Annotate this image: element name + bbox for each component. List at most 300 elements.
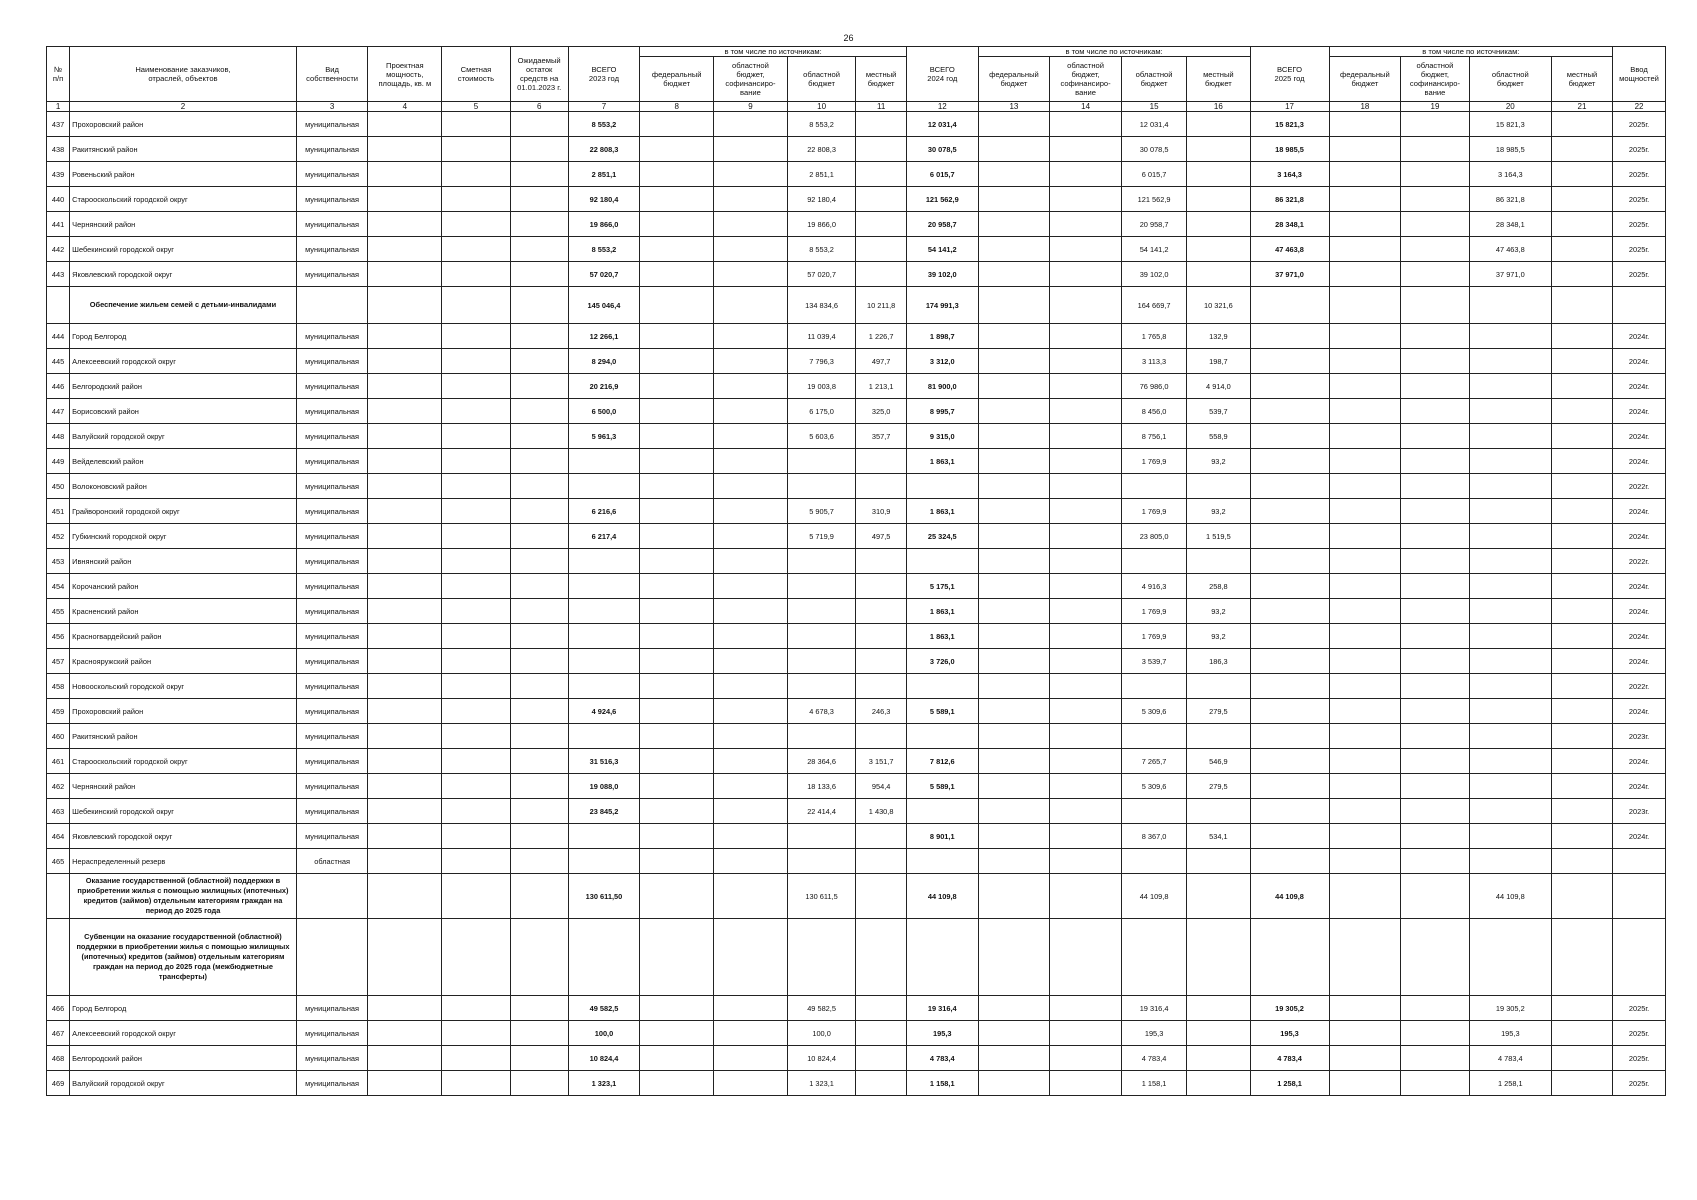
total-2024-cell: 1 863,1 [906,599,978,624]
regional-cofin-2025-cell [1401,599,1470,624]
federal-2023-cell [640,574,714,599]
total-2024-cell: 25 324,5 [906,524,978,549]
total-2025-cell [1250,849,1329,874]
column-number: 13 [978,102,1050,112]
regional-2025-cell: 86 321,8 [1469,187,1551,212]
local-2024-cell [1187,849,1250,874]
local-2023-cell [856,474,907,499]
regional-cofin-2024-cell [1050,824,1122,849]
commissioning-year-cell [1613,919,1666,996]
capacity-cell [368,699,442,724]
regional-2023-cell: 22 808,3 [787,137,856,162]
capacity-cell [368,474,442,499]
regional-2023-cell [787,724,856,749]
row-number: 437 [47,112,70,137]
local-2024-cell: 10 321,6 [1187,287,1250,324]
regional-cofin-2025-cell [1401,674,1470,699]
local-2023-cell [856,824,907,849]
remainder-cell [510,774,568,799]
federal-2025-cell [1329,919,1401,996]
local-2023-cell [856,849,907,874]
estimate-cell [442,724,511,749]
total-2024-cell: 5 589,1 [906,774,978,799]
local-2024-cell [1187,212,1250,237]
federal-2025-cell [1329,237,1401,262]
regional-2023-cell: 92 180,4 [787,187,856,212]
total-2023-cell [568,724,640,749]
commissioning-year-cell: 2024г. [1613,349,1666,374]
local-2024-cell [1187,549,1250,574]
regional-cofin-2025-cell [1401,1046,1470,1071]
federal-2023-cell [640,137,714,162]
regional-2025-cell: 15 821,3 [1469,112,1551,137]
regional-cofin-2025-cell [1401,187,1470,212]
customer-name: Город Белгород [70,996,297,1021]
remainder-cell [510,549,568,574]
federal-2023-cell [640,399,714,424]
local-2025-cell [1551,524,1612,549]
customer-name: Ракитянский район [70,137,297,162]
customer-name: Новооскольский городской округ [70,674,297,699]
regional-cofin-2023-cell [714,774,788,799]
capacity-cell [368,996,442,1021]
regional-2024-cell: 30 078,5 [1121,137,1186,162]
total-2024-cell: 5 589,1 [906,699,978,724]
regional-cofin-2025-cell [1401,262,1470,287]
capacity-cell [368,774,442,799]
header-regional-cofin-2025: областной бюджет, софинансиро- вание [1401,57,1470,102]
column-number: 11 [856,102,907,112]
capacity-cell [368,799,442,824]
table-row [47,524,1666,549]
customer-name: Алексеевский городской округ [70,349,297,374]
regional-2023-cell: 49 582,5 [787,996,856,1021]
regional-2025-cell: 37 971,0 [1469,262,1551,287]
federal-2024-cell [978,774,1050,799]
local-2023-cell: 246,3 [856,699,907,724]
local-2024-cell [1187,162,1250,187]
row-number: 452 [47,524,70,549]
table-row [47,624,1666,649]
remainder-cell [510,474,568,499]
commissioning-year-cell: 2023г. [1613,724,1666,749]
federal-2024-cell [978,499,1050,524]
row-number: 467 [47,1021,70,1046]
regional-cofin-2025-cell [1401,649,1470,674]
column-number: 10 [787,102,856,112]
table-body [47,112,1666,1096]
capacity-cell [368,262,442,287]
local-2023-cell: 1 430,8 [856,799,907,824]
ownership-cell: муниципальная [296,349,368,374]
remainder-cell [510,162,568,187]
local-2023-cell [856,996,907,1021]
customer-name: Чернянский район [70,774,297,799]
table-row [47,799,1666,824]
ownership-cell: муниципальная [296,474,368,499]
local-2024-cell [1187,112,1250,137]
commissioning-year-cell: 2024г. [1613,399,1666,424]
local-2024-cell [1187,724,1250,749]
total-2025-cell [1250,349,1329,374]
local-2023-cell [856,449,907,474]
total-2024-cell [906,474,978,499]
estimate-cell [442,374,511,399]
commissioning-year-cell: 2025г. [1613,1021,1666,1046]
local-2023-cell [856,599,907,624]
local-2024-cell: 93,2 [1187,449,1250,474]
total-2025-cell: 195,3 [1250,1021,1329,1046]
federal-2025-cell [1329,374,1401,399]
total-2025-cell [1250,399,1329,424]
federal-2024-cell [978,624,1050,649]
federal-2025-cell [1329,574,1401,599]
federal-2024-cell [978,549,1050,574]
regional-2023-cell [787,549,856,574]
header-sources-2023: в том числе по источникам: [640,47,907,57]
remainder-cell [510,674,568,699]
ownership-cell: муниципальная [296,1046,368,1071]
estimate-cell [442,212,511,237]
remainder-cell [510,599,568,624]
row-number: 448 [47,424,70,449]
total-2024-cell: 195,3 [906,1021,978,1046]
table-row [47,112,1666,137]
regional-cofin-2023-cell [714,262,788,287]
total-2024-cell: 3 726,0 [906,649,978,674]
commissioning-year-cell: 2024г. [1613,599,1666,624]
regional-2023-cell: 28 364,6 [787,749,856,774]
federal-2024-cell [978,349,1050,374]
column-number-row [47,102,1666,112]
total-2023-cell: 10 824,4 [568,1046,640,1071]
regional-cofin-2023-cell [714,674,788,699]
federal-2024-cell [978,824,1050,849]
total-2024-cell [906,724,978,749]
regional-cofin-2024-cell [1050,112,1122,137]
commissioning-year-cell: 2025г. [1613,1046,1666,1071]
total-2025-cell [1250,499,1329,524]
local-2023-cell [856,874,907,919]
capacity-cell [368,137,442,162]
local-2025-cell [1551,287,1612,324]
regional-2023-cell: 7 796,3 [787,349,856,374]
local-2024-cell: 1 519,5 [1187,524,1250,549]
federal-2023-cell [640,424,714,449]
total-2023-cell [568,599,640,624]
total-2023-cell [568,474,640,499]
federal-2025-cell [1329,349,1401,374]
local-2023-cell [856,919,907,996]
total-2025-cell: 28 348,1 [1250,212,1329,237]
row-number: 447 [47,399,70,424]
commissioning-year-cell: 2023г. [1613,799,1666,824]
federal-2025-cell [1329,724,1401,749]
federal-2024-cell [978,424,1050,449]
local-2024-cell: 186,3 [1187,649,1250,674]
ownership-cell: муниципальная [296,449,368,474]
total-2024-cell: 174 991,3 [906,287,978,324]
local-2025-cell [1551,349,1612,374]
regional-2023-cell: 18 133,6 [787,774,856,799]
table-row [47,1046,1666,1071]
commissioning-year-cell: 2022г. [1613,474,1666,499]
federal-2025-cell [1329,324,1401,349]
total-2023-cell: 8 294,0 [568,349,640,374]
federal-2025-cell [1329,549,1401,574]
remainder-cell [510,349,568,374]
regional-cofin-2023-cell [714,599,788,624]
remainder-cell [510,996,568,1021]
federal-2024-cell [978,674,1050,699]
federal-2024-cell [978,162,1050,187]
commissioning-year-cell: 2024г. [1613,699,1666,724]
local-2023-cell [856,724,907,749]
estimate-cell [442,699,511,724]
remainder-cell [510,262,568,287]
regional-cofin-2025-cell [1401,549,1470,574]
regional-2023-cell [787,624,856,649]
local-2024-cell [1187,237,1250,262]
local-2024-cell [1187,187,1250,212]
table-row [47,574,1666,599]
federal-2025-cell [1329,824,1401,849]
local-2024-cell: 258,8 [1187,574,1250,599]
local-2025-cell [1551,874,1612,919]
local-2023-cell [856,262,907,287]
local-2024-cell: 279,5 [1187,774,1250,799]
remainder-cell [510,1021,568,1046]
regional-cofin-2025-cell [1401,424,1470,449]
regional-cofin-2024-cell [1050,1071,1122,1096]
total-2024-cell: 1 863,1 [906,624,978,649]
remainder-cell [510,699,568,724]
remainder-cell [510,324,568,349]
customer-name: Ровеньский район [70,162,297,187]
total-2023-cell: 5 961,3 [568,424,640,449]
ownership-cell: муниципальная [296,1071,368,1096]
regional-cofin-2023-cell [714,1071,788,1096]
remainder-cell [510,919,568,996]
ownership-cell: муниципальная [296,624,368,649]
row-number: 462 [47,774,70,799]
local-2023-cell [856,187,907,212]
regional-cofin-2025-cell [1401,162,1470,187]
total-2024-cell: 9 315,0 [906,424,978,449]
customer-name: Алексеевский городской округ [70,1021,297,1046]
regional-cofin-2024-cell [1050,799,1122,824]
column-number: 22 [1613,102,1666,112]
ownership-cell: муниципальная [296,674,368,699]
remainder-cell [510,137,568,162]
estimate-cell [442,1021,511,1046]
regional-cofin-2024-cell [1050,624,1122,649]
table-row [47,349,1666,374]
regional-cofin-2025-cell [1401,499,1470,524]
regional-2025-cell [1469,699,1551,724]
federal-2023-cell [640,599,714,624]
total-2025-cell: 47 463,8 [1250,237,1329,262]
local-2024-cell: 93,2 [1187,499,1250,524]
header-remainder: Ожидаемый остаток средств на 01.01.2023 г. [510,47,568,102]
total-2025-cell [1250,474,1329,499]
budget-table-sheet [46,46,1666,1096]
regional-2024-cell: 1 769,9 [1121,624,1186,649]
row-number: 441 [47,212,70,237]
customer-name: Борисовский район [70,399,297,424]
regional-cofin-2025-cell [1401,824,1470,849]
estimate-cell [442,549,511,574]
regional-cofin-2023-cell [714,919,788,996]
remainder-cell [510,1071,568,1096]
regional-cofin-2025-cell [1401,919,1470,996]
regional-cofin-2025-cell [1401,574,1470,599]
regional-2023-cell [787,849,856,874]
regional-cofin-2025-cell [1401,699,1470,724]
regional-cofin-2024-cell [1050,749,1122,774]
remainder-cell [510,524,568,549]
regional-cofin-2024-cell [1050,996,1122,1021]
regional-2024-cell: 164 669,7 [1121,287,1186,324]
total-2025-cell [1250,674,1329,699]
federal-2025-cell [1329,162,1401,187]
customer-name: Ракитянский район [70,724,297,749]
regional-cofin-2024-cell [1050,424,1122,449]
commissioning-year-cell [1613,874,1666,919]
regional-2024-cell: 7 265,7 [1121,749,1186,774]
regional-2024-cell [1121,549,1186,574]
regional-cofin-2023-cell [714,374,788,399]
capacity-cell [368,574,442,599]
commissioning-year-cell: 2025г. [1613,212,1666,237]
estimate-cell [442,674,511,699]
regional-2024-cell: 5 309,6 [1121,774,1186,799]
customer-name: Город Белгород [70,324,297,349]
ownership-cell: муниципальная [296,162,368,187]
local-2023-cell [856,1021,907,1046]
total-2023-cell: 49 582,5 [568,996,640,1021]
local-2025-cell [1551,424,1612,449]
local-2025-cell [1551,799,1612,824]
local-2025-cell [1551,549,1612,574]
local-2024-cell: 539,7 [1187,399,1250,424]
regional-cofin-2023-cell [714,524,788,549]
ownership-cell: муниципальная [296,187,368,212]
capacity-cell [368,399,442,424]
local-2025-cell [1551,649,1612,674]
regional-2023-cell: 1 323,1 [787,1071,856,1096]
commissioning-year-cell: 2024г. [1613,624,1666,649]
column-number: 5 [442,102,511,112]
local-2024-cell: 93,2 [1187,624,1250,649]
customer-name: Вейделевский район [70,449,297,474]
ownership-cell: муниципальная [296,749,368,774]
federal-2024-cell [978,699,1050,724]
regional-2023-cell: 19 003,8 [787,374,856,399]
local-2025-cell [1551,1021,1612,1046]
remainder-cell [510,112,568,137]
regional-cofin-2023-cell [714,849,788,874]
total-2023-cell: 31 516,3 [568,749,640,774]
local-2025-cell [1551,112,1612,137]
estimate-cell [442,349,511,374]
regional-2024-cell [1121,919,1186,996]
capacity-cell [368,749,442,774]
table-row [47,774,1666,799]
total-2024-cell: 1 863,1 [906,499,978,524]
regional-2025-cell [1469,849,1551,874]
column-number: 14 [1050,102,1122,112]
federal-2023-cell [640,624,714,649]
remainder-cell [510,1046,568,1071]
row-number: 463 [47,799,70,824]
ownership-cell: муниципальная [296,549,368,574]
federal-2023-cell [640,212,714,237]
remainder-cell [510,374,568,399]
regional-2024-cell: 5 309,6 [1121,699,1186,724]
table-row [47,137,1666,162]
local-2024-cell [1187,996,1250,1021]
regional-2024-cell: 1 765,8 [1121,324,1186,349]
total-2025-cell [1250,449,1329,474]
remainder-cell [510,749,568,774]
commissioning-year-cell: 2024г. [1613,524,1666,549]
total-2025-cell [1250,287,1329,324]
regional-cofin-2023-cell [714,574,788,599]
column-number: 15 [1121,102,1186,112]
regional-2023-cell: 5 905,7 [787,499,856,524]
regional-2023-cell: 57 020,7 [787,262,856,287]
row-number: 443 [47,262,70,287]
total-2023-cell: 12 266,1 [568,324,640,349]
total-2024-cell [906,849,978,874]
regional-2024-cell: 8 456,0 [1121,399,1186,424]
remainder-cell [510,187,568,212]
local-2025-cell [1551,237,1612,262]
regional-2024-cell: 20 958,7 [1121,212,1186,237]
ownership-cell [296,287,368,324]
estimate-cell [442,919,511,996]
federal-2023-cell [640,374,714,399]
federal-2024-cell [978,237,1050,262]
commissioning-year-cell: 2025г. [1613,1071,1666,1096]
federal-2023-cell [640,474,714,499]
local-2025-cell [1551,399,1612,424]
federal-2024-cell [978,137,1050,162]
regional-cofin-2023-cell [714,499,788,524]
table-row [47,449,1666,474]
regional-2023-cell: 5 719,9 [787,524,856,549]
total-2025-cell [1250,549,1329,574]
capacity-cell [368,374,442,399]
regional-2024-cell: 19 316,4 [1121,996,1186,1021]
total-2023-cell: 6 216,6 [568,499,640,524]
estimate-cell [442,624,511,649]
estimate-cell [442,187,511,212]
federal-2024-cell [978,649,1050,674]
local-2025-cell [1551,374,1612,399]
row-number: 446 [47,374,70,399]
local-2024-cell: 132,9 [1187,324,1250,349]
local-2025-cell [1551,1071,1612,1096]
ownership-cell: муниципальная [296,599,368,624]
table-row [47,674,1666,699]
local-2024-cell: 279,5 [1187,699,1250,724]
table-row [47,724,1666,749]
table-row [47,187,1666,212]
total-2023-cell: 6 500,0 [568,399,640,424]
capacity-cell [368,449,442,474]
